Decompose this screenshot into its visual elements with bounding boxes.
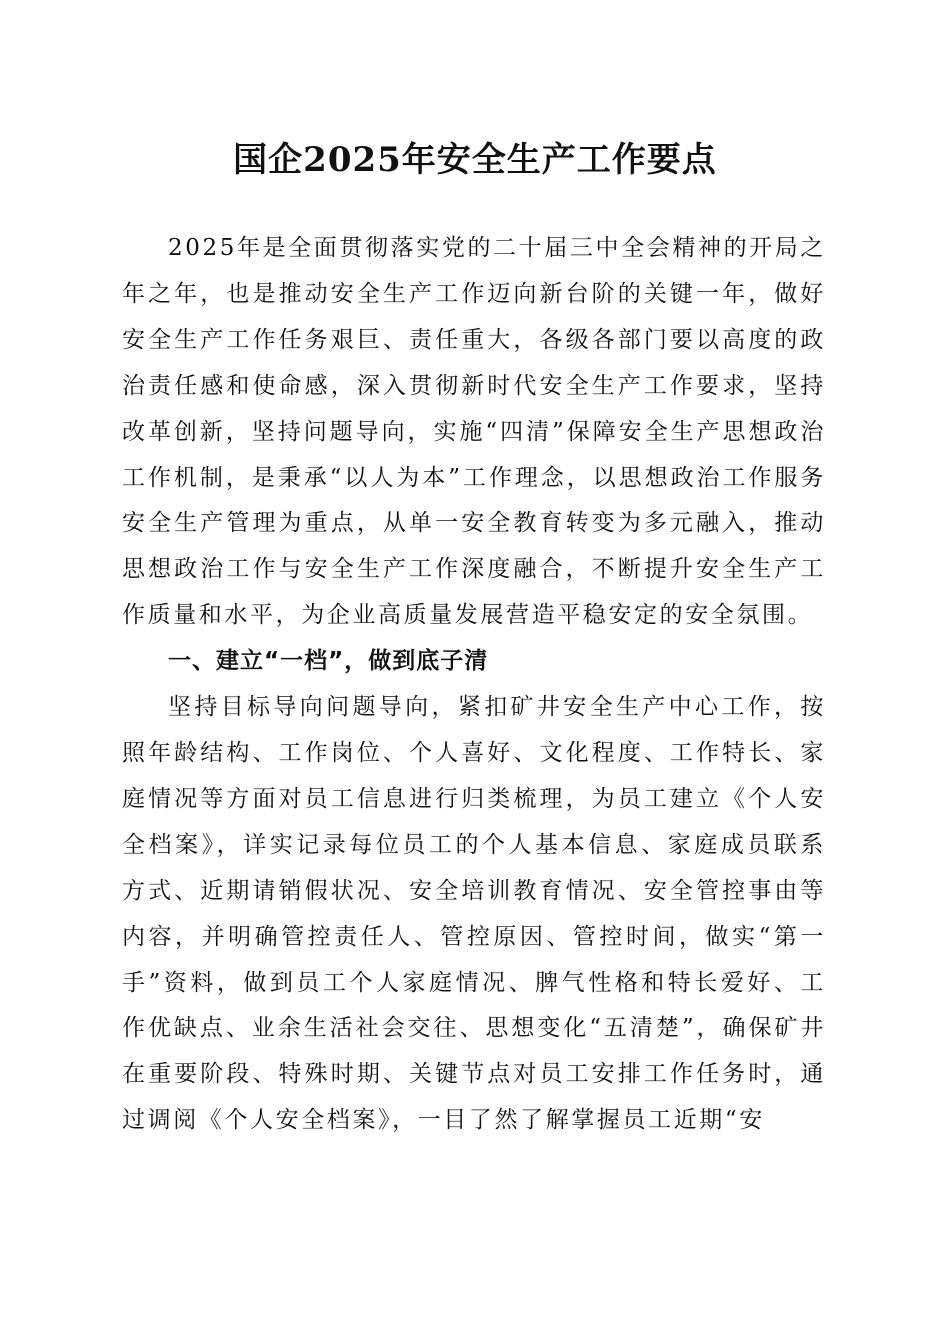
document-title: 国企2025年安全生产工作要点 bbox=[233, 140, 717, 180]
section-1-paragraph: 坚持目标导向问题导向，紧扣矿井安全生产中心工作，按照年龄结构、工作岗位、个人喜好、文化程度、工作特长、家庭情况等方面对员工信息进行归类梳理，为员工建立《个人安全档案》，详实记录每位员工的个人基本信息、家庭成员联系方式、近期请销假状况、安全培训教育情况、安全管控事由等内容，并明确管控责任人、管控原因、管控时间，做实“第一手”资料，做到员工个人家庭情况、脾气性格和特长爱好、工作优缺点、业余生活社会交往、思想变化“五清楚”，确保矿井在重要阶段、特殊时期、关键节点对员工安排工作任务时，通过调阅《个人安全档案》，一目了然了解掌握员工近期“安 bbox=[122, 694, 826, 1134]
document-body bbox=[122, 226, 826, 1144]
section-1-heading: 一、建立“一档”，做到底子清 bbox=[168, 648, 489, 675]
intro-paragraph: 2025年是全面贯彻落实党的二十届三中全会精神的开局之年之年，也是推动安全生产工作迈向新台阶的关键一年，做好安全生产工作任务艰巨、责任重大，各级各部门要以高度的政治责任感和使命感，深入贯彻新时代安全生产工作要求，坚持改革创新，坚持问题导向，实施“四清”保障安全生产思想政治工作机制，是秉承“以人为本”工作理念，以思想政治工作服务安全生产管理为重点，从单一安全教育转变为多元融入，推动思想政治工作与安全生产工作深度融合，不断提升安全生产工作质量和水平，为企业高质量发展营造平稳安定的安全氛围。 bbox=[122, 235, 826, 629]
